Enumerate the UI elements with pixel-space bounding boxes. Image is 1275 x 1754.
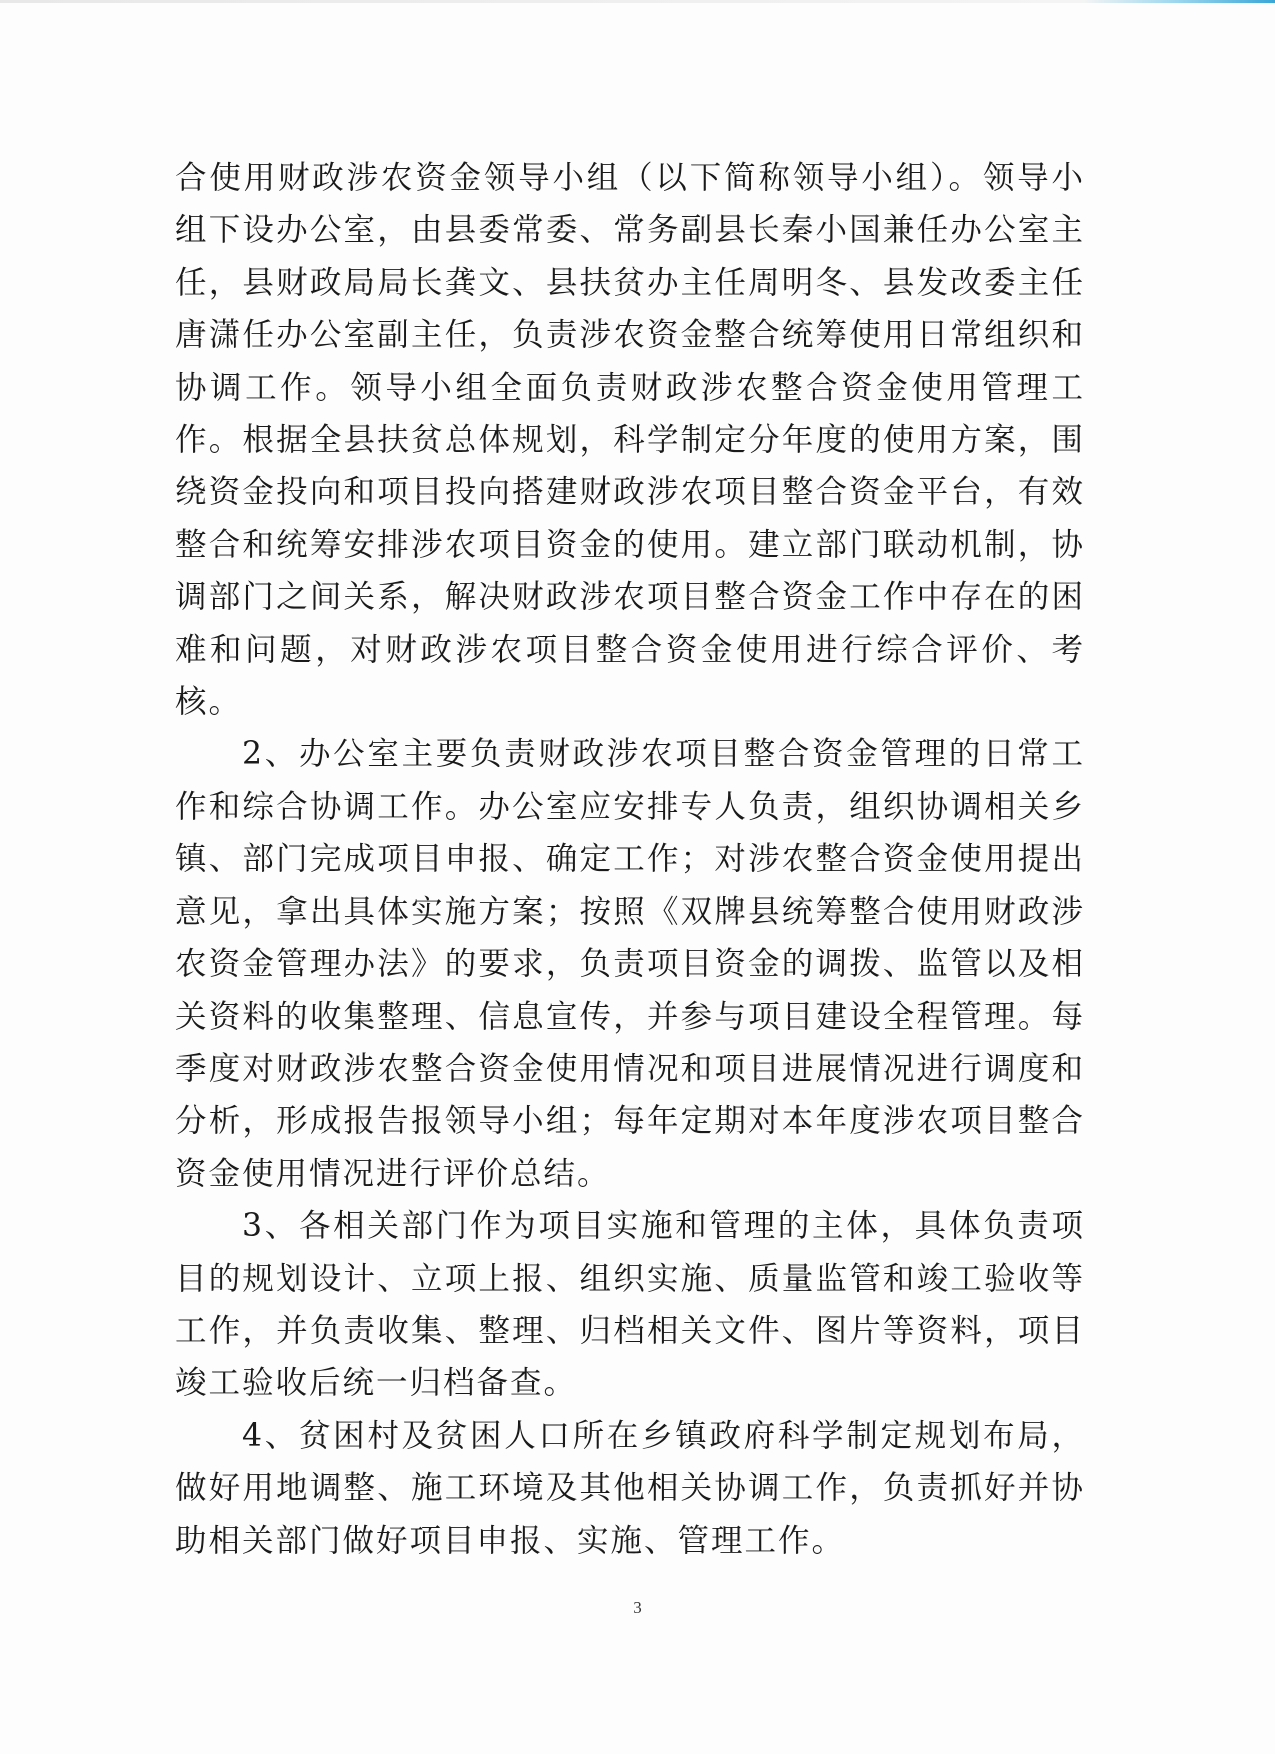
paragraph-item-2: 2、办公室主要负责财政涉农项目整合资金管理的日常工作和综合协调工作。办公室应安排专人负责，组织协调相关乡镇、部门完成项目申报、确定工作；对涉农整合资金使用提出意见，拿出具体实施方案；按照《双牌县统筹整合使用财政涉农资金管理办法》的要求，负责项目资金的调拨、监管以及相关资料的收集整理、信息宣传，并参与项目建设全程管理。每季度对财政涉农整合资金使用情况和项目进展情况进行调度和分析，形成报告报领导小组；每年定期对本年度涉农项目整合资金使用情况进行评价总结。 — [175, 736, 1085, 1192]
page-number: 3 — [633, 1598, 642, 1617]
paragraph-item-3: 3、各相关部门作为项目实施和管理的主体，具体负责项目的规划设计、立项上报、组织实施、质量监管和竣工验收等工作，并负责收集、整理、归档相关文件、图片等资料，项目竣工验收后统一归档备查。 — [175, 1208, 1085, 1402]
paragraph-item-4: 4、贫困村及贫困人口所在乡镇政府科学制定规划布局，做好用地调整、施工环境及其他相关协调工作，负责抓好并协助相关部门做好项目申报、实施、管理工作。 — [175, 1417, 1085, 1559]
scan-edge — [0, 0, 1275, 3]
paragraph-continuation: 合使用财政涉农资金领导小组（以下简称领导小组）。领导小组下设办公室，由县委常委、常务副县长秦小国兼任办公室主任，县财政局局长龚文、县扶贫办主任周明冬、县发改委主任唐潇任办公室副主任，负责涉农资金整合统筹使用日常组织和协调工作。领导小组全面负责财政涉农整合资金使用管理工作。根据全县扶贫总体规划，科学制定分年度的使用方案，围绕资金投向和项目投向搭建财政涉农项目整合资金平台，有效整合和统筹安排涉农项目资金的使用。建立部门联动机制，协调部门之间关系，解决财政涉农项目整合资金工作中存在的困难和问题，对财政涉农项目整合资金使用进行综合评价、考核。 — [175, 160, 1085, 721]
document-body — [175, 152, 1085, 1567]
